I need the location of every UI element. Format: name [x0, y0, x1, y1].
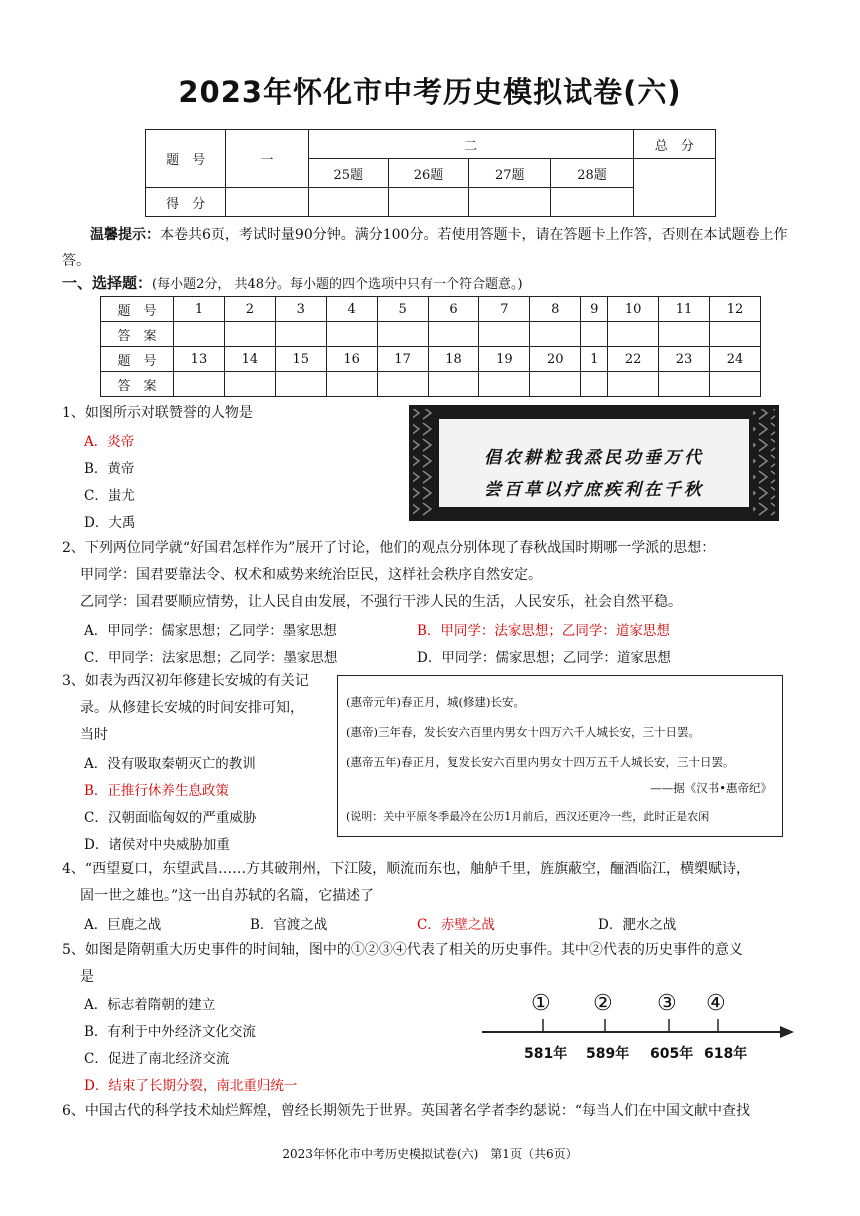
- answer-number: 23: [659, 347, 710, 372]
- answer-number: 6: [428, 297, 479, 322]
- answer-cell: [224, 322, 275, 347]
- q5-stem-2: 是: [80, 969, 94, 985]
- q2-option-c: C．甲同学：法家思想；乙同学：墨家思想: [84, 650, 338, 666]
- q2-stem: 2、下列两位同学就“好国君怎样作为”展开了讨论，他们的观点分别体现了春秋战国时期哪一学派的思想：: [62, 540, 716, 556]
- score-total: 总 分: [633, 130, 715, 159]
- q5-option-b: B．有利于中外经济文化交流: [84, 1024, 256, 1040]
- q3-box-line-1: (惠帝元年)春正月，城(修建)长安。: [346, 695, 525, 709]
- answer-cell: [174, 372, 225, 397]
- answer-label-tihao: 题 号: [101, 297, 174, 322]
- answer-number: 14: [224, 347, 275, 372]
- answer-cell: [428, 372, 479, 397]
- answer-cell: [581, 372, 608, 397]
- q1-stem: 1、如图所示对联赞誉的人物是: [62, 405, 253, 421]
- answer-number: 18: [428, 347, 479, 372]
- answer-number: 1: [174, 297, 225, 322]
- answer-cell: [224, 372, 275, 397]
- answer-number: 3: [275, 297, 326, 322]
- couplet-line-1: 倡农耕粒我烝民功垂万代: [484, 448, 704, 468]
- page-title: 2023年怀化市中考历史模拟试卷(六): [178, 75, 682, 109]
- answer-cell: [275, 372, 326, 397]
- q3-option-d: D．诸侯对中央威胁加重: [84, 837, 230, 853]
- score-table: [145, 129, 716, 217]
- page-footer: 2023年怀化市中考历史模拟试卷(六) 第1页（共6页）: [282, 1147, 578, 1161]
- q4-option-d: D．淝水之战: [598, 917, 677, 933]
- answer-label-daan: 答 案: [101, 372, 174, 397]
- q3-box-line-3: (惠帝五年)春正月，复发长安六百里内男女十四万五千人城长安，三十日罢。: [346, 755, 735, 769]
- answer-cell: [709, 322, 760, 347]
- q3-box-note: (说明：关中平原冬季最冷在公历1月前后，西汉还更冷一些，此时正是农闲: [346, 810, 710, 823]
- score-cell: [226, 188, 308, 217]
- answer-cell: [275, 322, 326, 347]
- answer-number: 13: [174, 347, 225, 372]
- answer-number: 19: [479, 347, 530, 372]
- notice: [62, 222, 802, 274]
- answer-cell: [581, 322, 608, 347]
- timeline-year-4: 618年: [704, 1046, 748, 1062]
- q3-option-b: B．正推行休养生息政策: [84, 783, 229, 799]
- answer-label-daan: 答 案: [101, 322, 174, 347]
- q4-option-a: A．巨鹿之战: [84, 917, 162, 933]
- section1-heading: 一、选择题：: [62, 274, 153, 292]
- answer-number: 4: [326, 297, 377, 322]
- score-cell: [308, 188, 388, 217]
- answer-number: 2: [224, 297, 275, 322]
- answer-cell: [659, 372, 710, 397]
- q3-stem-3: 当时: [80, 727, 108, 743]
- answer-cell: [377, 322, 428, 347]
- score-total-cell: [633, 159, 715, 217]
- answer-cell: [428, 322, 479, 347]
- q1-option-c: C．蚩尤: [84, 488, 135, 504]
- timeline-year-3: 605年: [650, 1046, 694, 1062]
- score-sub: 26题: [388, 159, 468, 188]
- score-part1: 一: [226, 130, 308, 188]
- answer-number: 17: [377, 347, 428, 372]
- notice-text: 本卷共6页，考试时量90分钟。满分100分。若使用答题卡，请在答题卡上作答，否则在本试题卷上作答。: [62, 227, 788, 269]
- answer-cell: [326, 372, 377, 397]
- q1-option-a: A．炎帝: [84, 434, 135, 450]
- answer-number: 12: [709, 297, 760, 322]
- answer-cell: [479, 322, 530, 347]
- q2-option-b: B．甲同学：法家思想；乙同学：道家思想: [417, 623, 670, 639]
- q2-option-a: A．甲同学：儒家思想；乙同学：墨家思想: [84, 623, 337, 639]
- timeline-mark-2: ②: [593, 991, 613, 1016]
- score-part2: 二: [308, 130, 633, 159]
- section1-note: (每小题2分， 共48分。每小题的四个选项中只有一个符合题意。): [152, 277, 523, 292]
- q1-option-b: B．黄帝: [84, 461, 135, 477]
- q4-stem-1: 4、“西望夏口，东望武昌……方其破荆州，下江陵，顺流而东也，舳舻千里，旌旗蔽空，酾酒临江，横槊赋诗，: [62, 861, 751, 877]
- answer-cell: [659, 322, 710, 347]
- timeline-diagram: [480, 985, 800, 1065]
- timeline-year-2: 589年: [586, 1046, 630, 1062]
- q3-stem-1: 3、如表为西汉初年修建长安城的有关记: [62, 673, 309, 689]
- answer-number: 20: [530, 347, 581, 372]
- answer-cell: [377, 372, 428, 397]
- answer-cell: [608, 322, 659, 347]
- q5-option-c: C．促进了南北经济交流: [84, 1051, 230, 1067]
- answer-cell: [608, 372, 659, 397]
- answer-cell: [709, 372, 760, 397]
- couplet-scroll-image: [409, 405, 779, 521]
- q5-option-d: D．结束了长期分裂，南北重归统一: [84, 1078, 298, 1094]
- answer-number: 15: [275, 347, 326, 372]
- couplet-line-2: 尝百草以疗庶疾利在千秋: [484, 480, 704, 500]
- answer-number: 8: [530, 297, 581, 322]
- answer-number: 9: [581, 297, 608, 322]
- answer-number: 7: [479, 297, 530, 322]
- q3-option-c: C．汉朝面临匈奴的严重威胁: [84, 810, 257, 826]
- score-cell: [388, 188, 468, 217]
- score-sub: 28题: [551, 159, 633, 188]
- notice-label: 温馨提示：: [90, 227, 160, 243]
- q2-option-d: D．甲同学：儒家思想；乙同学：道家思想: [417, 650, 671, 666]
- answer-number: 22: [608, 347, 659, 372]
- answer-cell: [174, 322, 225, 347]
- timeline-mark-1: ①: [531, 991, 551, 1016]
- answer-label-tihao: 题 号: [101, 347, 174, 372]
- timeline-mark-3: ③: [657, 991, 677, 1016]
- answer-cell: [530, 322, 581, 347]
- q6-stem: 6、中国古代的科学技术灿烂辉煌，曾经长期领先于世界。英国著名学者李约瑟说：“每当人们在中国文献中查找: [62, 1103, 751, 1119]
- answer-number: 5: [377, 297, 428, 322]
- answer-number: 11: [659, 297, 710, 322]
- score-cell: [469, 188, 551, 217]
- timeline-mark-4: ④: [706, 991, 726, 1016]
- score-sub: 25题: [308, 159, 388, 188]
- score-label-tihao: 题 号: [146, 130, 226, 188]
- timeline-year-1: 581年: [524, 1046, 568, 1062]
- q2-jia: 甲同学：国君要靠法令、权术和威势来统治臣民，这样社会秩序自然安定。: [80, 567, 542, 583]
- q3-box-line-2: (惠帝)三年春，发长安六百里内男女十四万六千人城长安，三十日罢。: [346, 725, 700, 739]
- q3-box-source: ——据《汉书•惠帝纪》: [650, 781, 772, 795]
- q5-stem-1: 5、如图是隋朝重大历史事件的时间轴，图中的①②③④代表了相关的历史事件。其中②代表的历史事件的意义: [62, 942, 743, 958]
- answer-number: 16: [326, 347, 377, 372]
- q4-stem-2: 固一世之雄也。”这一出自苏轼的名篇，它描述了: [80, 888, 375, 904]
- answer-table: [100, 296, 761, 397]
- q3-stem-2: 录。从修建长安城的时间安排可知，: [80, 700, 304, 716]
- q4-option-b: B．官渡之战: [250, 917, 328, 933]
- answer-cell: [326, 322, 377, 347]
- score-sub: 27题: [469, 159, 551, 188]
- answer-cell: [530, 372, 581, 397]
- answer-number: 1: [581, 347, 608, 372]
- score-cell: [551, 188, 633, 217]
- q3-quote-box: [337, 675, 783, 837]
- score-label-defen: 得 分: [146, 188, 226, 217]
- answer-cell: [479, 372, 530, 397]
- q1-option-d: D．大禹: [84, 515, 136, 531]
- answer-number: 10: [608, 297, 659, 322]
- section1-heading-line: [62, 272, 523, 293]
- q2-yi: 乙同学：国君要顺应情势，让人民自由发展，不强行干涉人民的生活，人民安乐，社会自然平稳。: [80, 594, 682, 610]
- q5-option-a: A．标志着隋朝的建立: [84, 997, 216, 1013]
- answer-number: 24: [709, 347, 760, 372]
- q4-option-c: C．赤壁之战: [417, 917, 495, 933]
- q3-option-a: A．没有吸取秦朝灭亡的教训: [84, 756, 256, 772]
